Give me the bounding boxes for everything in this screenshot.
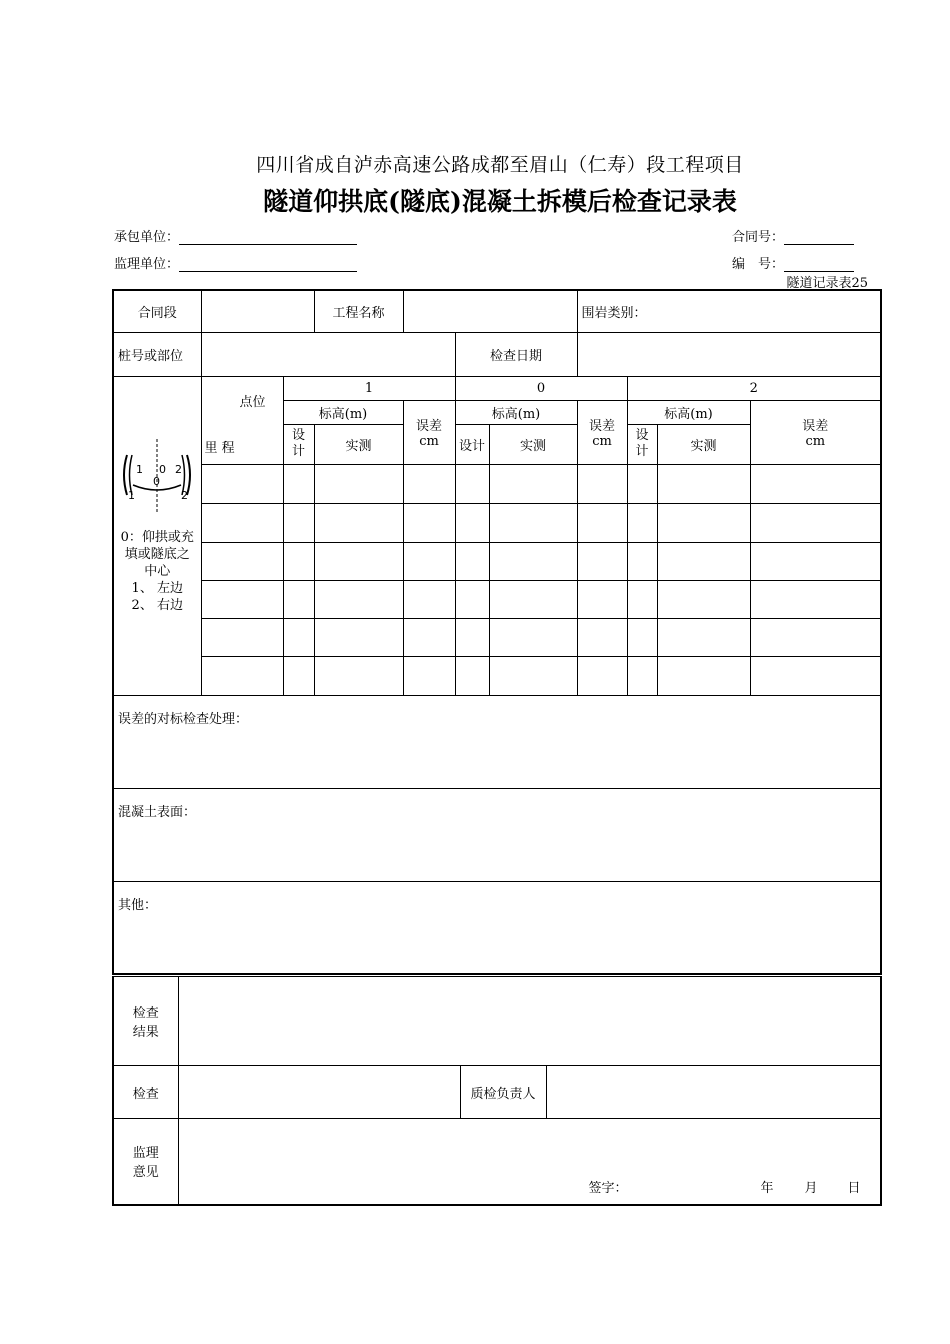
legend-line: 0：仰拱或充 — [120, 529, 194, 545]
data-cell[interactable] — [455, 656, 489, 695]
result-line: 检查 — [132, 1006, 159, 1021]
diagram-label-1b: 1 — [128, 488, 136, 502]
qc-leader-label: 质检负责人 — [460, 1066, 546, 1119]
data-cell[interactable] — [577, 580, 627, 618]
rock-class-label: 围岩类别： — [581, 305, 647, 321]
data-cell[interactable] — [314, 618, 403, 656]
data-cell[interactable] — [577, 503, 627, 542]
data-cell[interactable] — [283, 656, 314, 695]
point-0-header: 0 — [455, 376, 627, 400]
legend-line: 填或隧底之 — [124, 546, 190, 562]
error-unit: cm — [419, 434, 439, 449]
error-unit: cm — [592, 434, 612, 449]
diagram-label-0: 0 — [159, 462, 167, 476]
form-number: 隧道记录表25 — [786, 276, 868, 291]
year-label: 年 — [760, 1180, 774, 1196]
data-cell[interactable] — [750, 542, 881, 580]
data-cell[interactable] — [403, 656, 455, 695]
data-cell[interactable] — [455, 542, 489, 580]
data-cell[interactable] — [489, 618, 577, 656]
inspection-label: 检查 — [113, 1066, 178, 1119]
supervision-line: 意见 — [132, 1165, 159, 1181]
result-line: 结果 — [132, 1025, 159, 1040]
point-1-header: 1 — [283, 376, 455, 400]
diagram-label-1: 1 — [136, 462, 144, 476]
data-cell[interactable] — [627, 503, 657, 542]
error-header-1 — [403, 400, 455, 464]
data-cell[interactable] — [657, 503, 750, 542]
diagram-label-2b: 2 — [181, 488, 189, 502]
supervision-line: 监理 — [132, 1146, 159, 1162]
data-cell[interactable] — [403, 464, 455, 503]
data-cell[interactable] — [283, 464, 314, 503]
point-label: 点位 — [239, 394, 266, 410]
data-cell[interactable] — [627, 580, 657, 618]
check-date-label: 检查日期 — [455, 332, 577, 376]
contract-section-value[interactable] — [201, 290, 314, 332]
legend-cell — [113, 376, 201, 695]
station-label: 桩号或部位 — [113, 332, 201, 376]
sign-label: 签字： — [588, 1180, 628, 1196]
other-section[interactable] — [113, 881, 881, 974]
rock-class-field[interactable] — [577, 290, 881, 332]
data-cell[interactable] — [657, 618, 750, 656]
data-cell[interactable] — [657, 656, 750, 695]
data-cell[interactable] — [314, 542, 403, 580]
inspection-table — [112, 289, 882, 975]
data-cell[interactable] — [627, 542, 657, 580]
design-char: 计 — [635, 444, 649, 459]
data-cell[interactable] — [314, 503, 403, 542]
data-cell[interactable] — [627, 464, 657, 503]
design-char: 设 — [635, 428, 649, 443]
elevation-header-1: 标高(m) — [283, 400, 403, 424]
contract-no-field — [732, 226, 854, 245]
data-cell[interactable] — [627, 656, 657, 695]
measured-header-2: 实测 — [657, 424, 750, 464]
design-char: 设 — [291, 428, 305, 443]
legend-line: 2、 右边 — [131, 597, 183, 613]
concrete-surface-section[interactable] — [113, 788, 881, 881]
error-unit: cm — [805, 434, 826, 449]
table-row — [113, 580, 881, 618]
error-label: 误差 — [802, 419, 829, 434]
inspection-value[interactable] — [178, 1066, 460, 1119]
month-label: 月 — [804, 1180, 818, 1196]
contract-section-label: 合同段 — [113, 290, 201, 332]
data-cell[interactable] — [403, 542, 455, 580]
data-cell[interactable] — [489, 580, 577, 618]
data-cell[interactable] — [489, 503, 577, 542]
serial-no-label: 编 号： — [732, 257, 785, 272]
data-cell[interactable] — [489, 464, 577, 503]
legend-line: 1、 左边 — [131, 580, 183, 596]
concrete-surface-label: 混凝土表面： — [118, 804, 197, 820]
project-name-label: 工程名称 — [314, 290, 403, 332]
contractor-field — [114, 226, 357, 245]
data-cell[interactable] — [657, 580, 750, 618]
form-title: 隧道仰拱底(隧底)混凝土拆模后检查记录表 — [263, 187, 737, 216]
contract-no-label: 合同号： — [732, 230, 785, 245]
data-cell[interactable] — [201, 656, 283, 695]
data-cell[interactable] — [201, 618, 283, 656]
result-label — [113, 977, 178, 1066]
serial-no-field — [732, 253, 854, 272]
table-row — [113, 503, 881, 542]
table-row — [113, 542, 881, 580]
check-date-value[interactable] — [577, 332, 881, 376]
data-cell[interactable] — [750, 464, 881, 503]
elevation-header-2: 标高(m) — [627, 400, 750, 424]
legend-line: 中心 — [144, 563, 171, 579]
data-cell[interactable] — [314, 464, 403, 503]
legend-text — [114, 529, 201, 614]
measured-header-1: 实测 — [314, 424, 403, 464]
design-header-1 — [283, 424, 314, 464]
data-cell[interactable] — [201, 580, 283, 618]
design-header-2 — [627, 424, 657, 464]
data-cell[interactable] — [283, 542, 314, 580]
project-name-heading: 四川省成自泸赤高速公路成都至眉山（仁寿）段工程项目 — [256, 154, 744, 176]
data-cell[interactable] — [489, 542, 577, 580]
station-value[interactable] — [201, 332, 455, 376]
data-cell[interactable] — [455, 503, 489, 542]
data-cell[interactable] — [577, 656, 627, 695]
point-2-header: 2 — [627, 376, 881, 400]
day-label: 日 — [847, 1180, 861, 1196]
design-header-0: 设计 — [455, 424, 489, 464]
error-label: 误差 — [415, 419, 442, 434]
data-cell[interactable] — [403, 580, 455, 618]
data-cell[interactable] — [657, 542, 750, 580]
contractor-label: 承包单位： — [114, 230, 180, 245]
point-mileage-header — [201, 376, 283, 464]
diagram-label-0b: 0 — [153, 474, 161, 488]
data-cell[interactable] — [403, 503, 455, 542]
result-value[interactable] — [178, 977, 881, 1066]
data-cell[interactable] — [403, 618, 455, 656]
data-cell[interactable] — [455, 580, 489, 618]
data-cell[interactable] — [750, 580, 881, 618]
other-label: 其他： — [118, 897, 158, 913]
supervisor-blank[interactable] — [179, 259, 357, 272]
data-cell[interactable] — [489, 656, 577, 695]
data-cell[interactable] — [314, 580, 403, 618]
data-cell[interactable] — [314, 656, 403, 695]
error-handling-section[interactable] — [113, 695, 881, 788]
table-row — [113, 618, 881, 656]
mileage-label: 里 程 — [204, 440, 235, 456]
data-cell[interactable] — [201, 542, 283, 580]
error-label: 误差 — [589, 419, 616, 434]
data-cell[interactable] — [627, 618, 657, 656]
supervision-value[interactable] — [178, 1119, 881, 1205]
data-cell[interactable] — [455, 618, 489, 656]
data-cell[interactable] — [201, 464, 283, 503]
diagram-label-2: 2 — [175, 462, 183, 476]
data-cell[interactable] — [750, 656, 881, 695]
elevation-header-0: 标高(m) — [455, 400, 577, 424]
error-header-2 — [750, 400, 881, 464]
signoff-table — [112, 976, 882, 1206]
table-row — [113, 464, 881, 503]
qc-leader-value[interactable] — [546, 1066, 881, 1119]
serial-no-blank[interactable] — [784, 259, 854, 272]
data-cell[interactable] — [283, 503, 314, 542]
data-cell[interactable] — [577, 618, 627, 656]
data-cell[interactable] — [750, 618, 881, 656]
data-cell[interactable] — [750, 503, 881, 542]
contractor-blank[interactable] — [179, 232, 357, 245]
project-name-value[interactable] — [403, 290, 577, 332]
data-cell[interactable] — [577, 542, 627, 580]
design-char: 计 — [291, 444, 305, 459]
error-handling-label: 误差的对标检查处理： — [118, 711, 249, 727]
supervisor-label: 监理单位： — [114, 257, 180, 272]
table-row — [113, 656, 881, 695]
data-cell[interactable] — [283, 580, 314, 618]
arch-diagram-icon — [119, 437, 195, 515]
supervisor-field — [114, 253, 357, 272]
measured-header-0: 实测 — [489, 424, 577, 464]
error-header-0 — [577, 400, 627, 464]
data-cell[interactable] — [577, 464, 627, 503]
data-cell[interactable] — [201, 503, 283, 542]
supervision-label — [113, 1119, 178, 1205]
data-cell[interactable] — [283, 618, 314, 656]
data-cell[interactable] — [657, 464, 750, 503]
data-cell[interactable] — [455, 464, 489, 503]
contract-no-blank[interactable] — [784, 232, 854, 245]
